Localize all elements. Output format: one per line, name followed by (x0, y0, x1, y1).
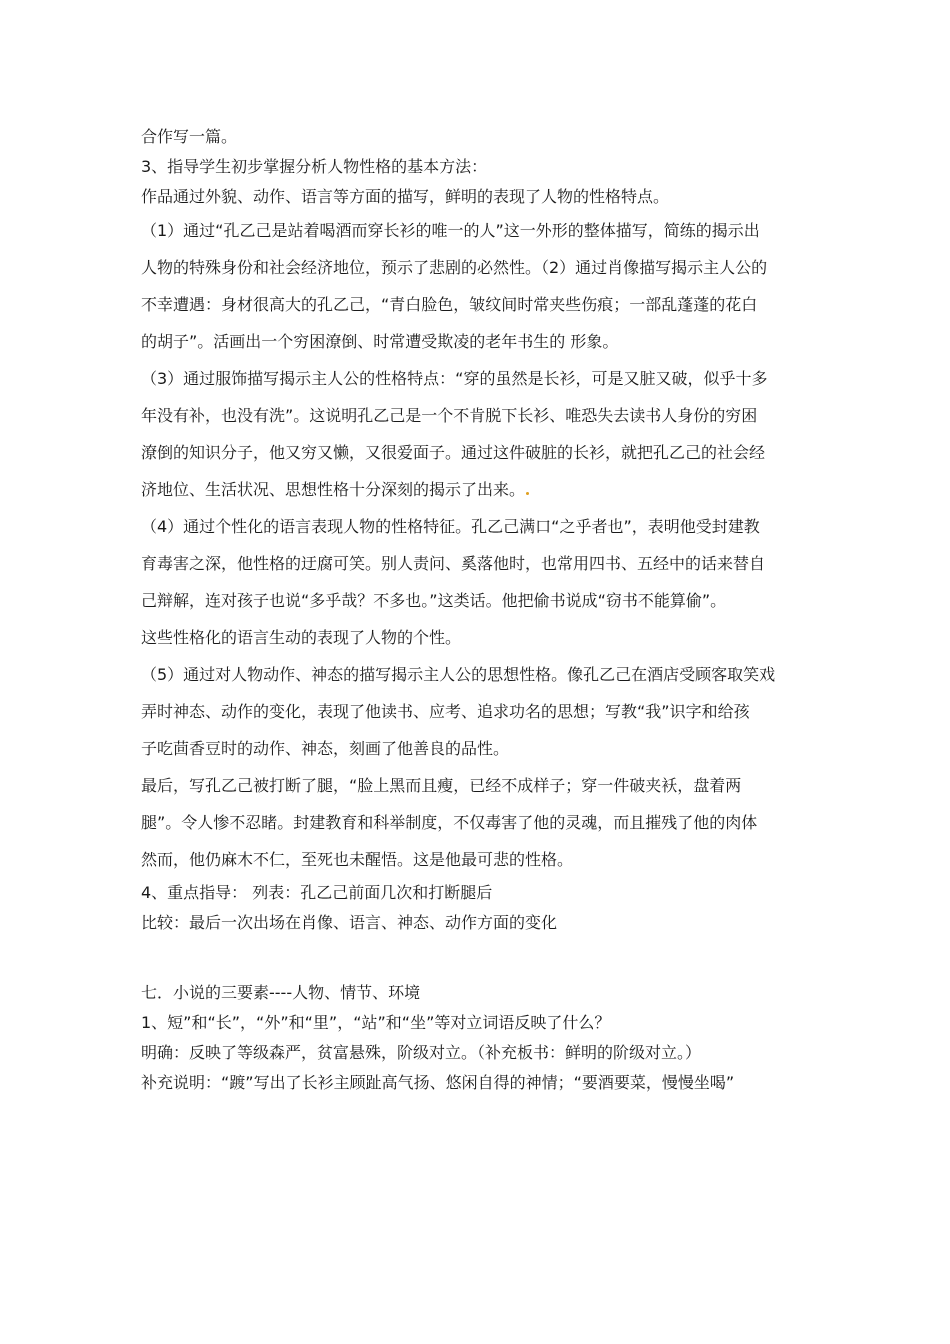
text-line: 不幸遭遇：身材很高大的孔乙己，“青白脸色，皱纹间时常夹些伤痕；一部乱蓬蓬的花白 (141, 295, 758, 314)
text-line: 最后，写孔乙己被打断了腿，“脸上黑而且瘦，已经不成样子；穿一件破夹袄，盘着两 (141, 776, 742, 795)
text-line: （1）通过“孔乙己是站着喝酒而穿长衫的唯一的人”这一外形的整体描写，简练的揭示出 (141, 221, 760, 240)
highlight-mark (526, 492, 529, 495)
text-line: 人物的特殊身份和社会经济地位，预示了悲剧的必然性。（2）通过肖像描写揭示主人公的 (141, 258, 768, 277)
text-line: 这些性格化的语言生动的表现了人物的个性。 (141, 628, 462, 647)
section-heading: 七．小说的三要素----人物、情节、环境 (141, 983, 421, 1002)
text-line: 补充说明：“踱”写出了长衫主顾趾高气扬、悠闲自得的神情；“要酒要菜，慢慢坐喝” (141, 1073, 735, 1092)
blank-line (141, 938, 813, 978)
text-line: （3）通过服饰描写揭示主人公的性格特点：“穿的虽然是长衫，可是又脏又破，似乎十多 (141, 369, 768, 388)
text-line: 作品通过外貌、动作、语言等方面的描写，鲜明的表现了人物的性格特点。 (141, 187, 670, 206)
text-line: 3、指导学生初步掌握分析人物性格的基本方法： (141, 157, 488, 176)
text-line (141, 471, 813, 508)
text-line: 1、短”和“长”，“外”和“里”，“站”和“坐”等对立词语反映了什么？ (141, 1013, 611, 1032)
text-span: 济地位、生活状况、思想性格十分深刻的揭示了出来。 (141, 480, 526, 499)
text-line: 子吃茴香豆时的动作、神态，刻画了他善良的品性。 (141, 739, 510, 758)
text-line: 潦倒的知识分子，他又穷又懒，又很爱面子。通过这件破脏的长衫，就把孔乙己的社会经 (141, 443, 766, 462)
text-line: 腿”。令人惨不忍睹。封建教育和科举制度，不仅毒害了他的灵魂，而且摧残了他的肉体 (141, 813, 758, 832)
text-line: 年没有补，也没有洗”。这说明孔乙己是一个不肯脱下长衫、唯恐失去读书人身份的穷困 (141, 406, 758, 425)
document-body (141, 122, 813, 1098)
text-line: 然而，他仍麻木不仁，至死也未醒悟。这是他最可悲的性格。 (141, 850, 574, 869)
text-line: 弄时神态、动作的变化，表现了他读书、应考、追求功名的思想；写教“我”识字和给孩 (141, 702, 750, 721)
text-line: 4、重点指导： 列表：孔乙己前面几次和打断腿后 (141, 883, 493, 902)
text-line: 的胡子”。活画出一个穷困潦倒、时常遭受欺凌的老年书生的 形象。 (141, 332, 619, 351)
text-line: 育毒害之深，他性格的迂腐可笑。别人责问、奚落他时，也常用四书、五经中的话来替自 (141, 554, 766, 573)
text-line: 己辩解，连对孩子也说“多乎哉？不多也。”这类话。他把偷书说成“窃书不能算偷”。 (141, 591, 727, 610)
text-line: （5）通过对人物动作、神态的描写揭示主人公的思想性格。像孔乙己在酒店受顾客取笑戏 (141, 665, 776, 684)
text-line: 合作写一篇。 (141, 127, 238, 146)
text-line: （4）通过个性化的语言表现人物的性格特征。孔乙己满口“之乎者也”，表明他受封建教 (141, 517, 760, 536)
text-line: 明确：反映了等级森严，贫富悬殊，阶级对立。（补充板书：鲜明的阶级对立。） (141, 1043, 702, 1062)
text-line: 比较：最后一次出场在肖像、语言、神态、动作方面的变化 (141, 913, 558, 932)
